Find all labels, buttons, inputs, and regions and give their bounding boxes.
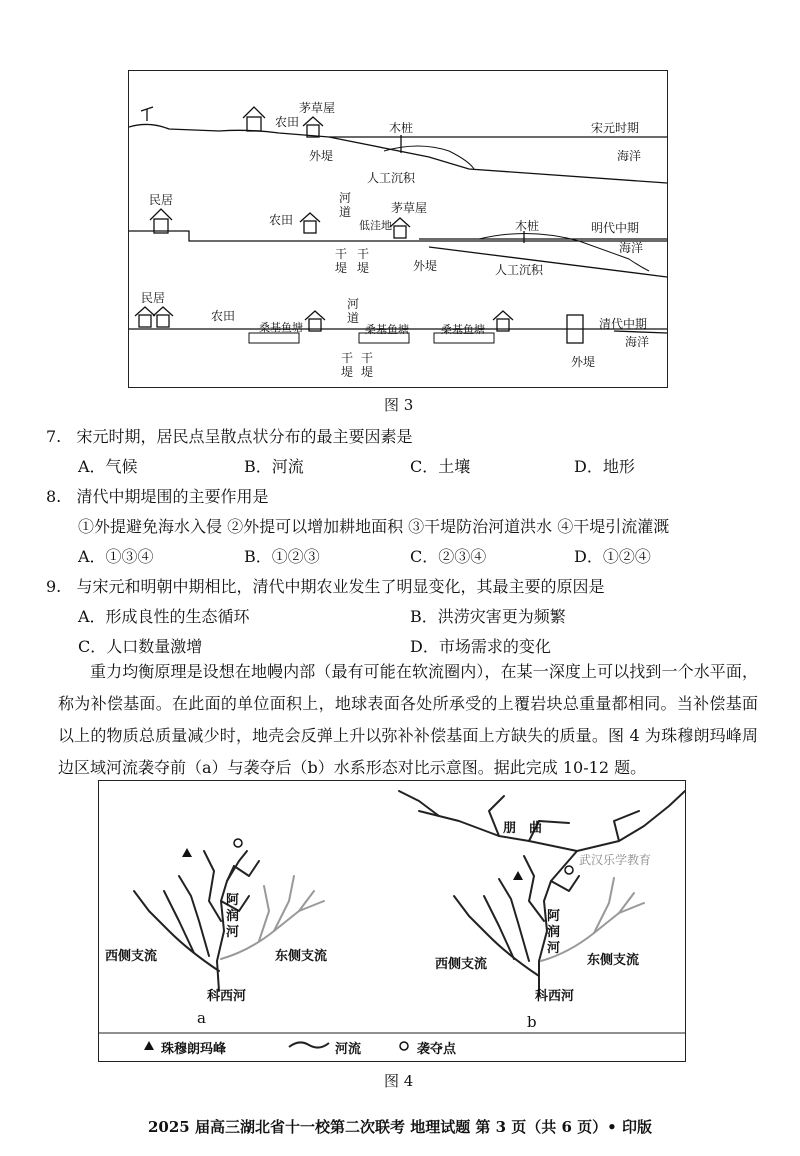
panel-a-east-label: 东侧支流 (275, 949, 328, 964)
q7-option-c[interactable]: C．土壤 (410, 457, 471, 476)
row2-hut-label: 茅草屋 (391, 201, 428, 215)
q7-text: 宋元时期，居民点呈散点状分布的最主要因素是 (76, 427, 413, 446)
q8-option-b[interactable]: B．①②③ (244, 547, 320, 566)
row2-period-label: 明代中期 (591, 221, 640, 235)
q8-text: 清代中期堤围的主要作用是 (76, 487, 269, 506)
row2-ganti-label-2: 干堤 (357, 247, 370, 275)
row2-field-label: 农田 (269, 213, 294, 227)
q9-option-a[interactable]: A．形成良性的生态循环 (78, 607, 250, 626)
q7-number: 7. (46, 427, 62, 446)
figure-3 (128, 70, 668, 388)
panel-a-west-label: 西侧支流 (105, 949, 158, 964)
row2-house-label: 民居 (149, 193, 174, 207)
q7-option-d[interactable]: D．地形 (574, 457, 635, 476)
q8-number: 8. (46, 487, 62, 506)
panel-a-capture-icon (234, 839, 242, 847)
panel-b-west-label: 西侧支流 (435, 957, 488, 972)
row3-house-label: 民居 (141, 291, 166, 305)
q9-option-c[interactable]: C．人口数量激增 (78, 637, 203, 656)
legend-peak-label: 珠穆朗玛峰 (161, 1042, 227, 1057)
panel-a-label: a (197, 1009, 206, 1027)
q9-number: 9. (46, 577, 62, 596)
panel-a-peak-icon (182, 848, 192, 857)
row1-sediment-label: 人工沉积 (367, 171, 416, 185)
panel-b-watermark: 武汉乐学教育 (579, 853, 652, 867)
legend-river-label: 河流 (335, 1042, 362, 1057)
row2-dike-label: 外堤 (413, 259, 438, 273)
row3-period-label: 清代中期 (599, 317, 648, 331)
row3-river-label: 河道 (347, 297, 360, 325)
row2-pile-label: 木桩 (515, 219, 540, 233)
row2-sediment-label: 人工沉积 (495, 263, 544, 277)
row3-pond1-label: 桑基鱼塘 (259, 321, 303, 334)
panel-a-arun-label: 阿 润 河 (226, 893, 240, 940)
figure-4-map (99, 781, 685, 1061)
panel-b-capture-icon (565, 866, 573, 874)
q7-option-b[interactable]: B．河流 (244, 457, 304, 476)
row3-sea-label: 海洋 (625, 335, 650, 349)
legend-peak-icon (144, 1041, 154, 1050)
q8-option-d[interactable]: D．①②④ (574, 547, 651, 566)
passage-10-12: 重力均衡原理是设想在地幔内部（最有可能在软流圈内），在某一深度上可以找到一个水平面，称为补偿基面。在此面的单位面积上，地球表面各处所承受的上覆岩块总重量都相同。当补偿基面以上的物质总质量减少时，地壳会反弹上升以弥补补偿基面上方缺失的质量。图 4 为珠穆朗玛峰周边区域河流袭夺前（a）与袭夺后（b）水系形态对比示意图。据此完成 10-12 题。 (58, 662, 758, 777)
row1-period-label: 宋元时期 (591, 121, 640, 135)
row3-pond2-label: 桑基鱼塘 (365, 323, 409, 336)
panel-b-kosi-label: 科西河 (535, 989, 575, 1004)
row1-hut-label: 茅草屋 (299, 101, 336, 115)
q7-stem (46, 424, 413, 447)
panel-b-pengqu-label: 朋 曲 (503, 821, 543, 836)
row1-dike-label: 外堤 (309, 149, 334, 163)
row1-field-label: 农田 (275, 115, 300, 129)
panel-b-label: b (527, 1013, 537, 1031)
row2-lowland-label: 低洼地 (359, 219, 392, 232)
row3-dike-label: 外堤 (571, 355, 596, 369)
figure-4 (98, 780, 686, 1062)
legend-capture-label: 袭夺点 (417, 1042, 457, 1057)
q9-option-b[interactable]: B．洪涝灾害更为频繁 (410, 607, 566, 626)
q9-stem (46, 574, 605, 597)
row1-pile-label: 木桩 (389, 121, 414, 135)
q9-option-d[interactable]: D．市场需求的变化 (410, 637, 551, 656)
panel-b-arun-label: 阿 润 河 (547, 909, 561, 956)
q8-option-a[interactable]: A．①③④ (78, 547, 154, 566)
row3-ganti-label-2: 干堤 (361, 351, 374, 379)
row2-sea-label: 海洋 (619, 241, 644, 255)
row3-field-label: 农田 (211, 309, 236, 323)
panel-a-kosi-label: 科西河 (207, 989, 247, 1004)
row3-ganti-label-1: 干堤 (341, 351, 354, 379)
figure-3-caption: 图 3 (384, 396, 414, 414)
row2-ganti-label-1: 干堤 (335, 247, 348, 275)
q7-option-a[interactable]: A．气候 (78, 457, 138, 476)
legend-capture-icon (400, 1042, 408, 1050)
q8-stem (46, 484, 269, 507)
panel-b-peak-icon (513, 871, 523, 880)
q9-text: 与宋元和明朝中期相比，清代中期农业发生了明显变化，其最主要的原因是 (76, 577, 605, 596)
q8-statements: ①外提避免海水入侵 ②外提可以增加耕地面积 ③干堤防治河道洪水 ④干堤引流灌溉 (78, 517, 670, 536)
row2-river-label: 河道 (339, 191, 352, 219)
q8-option-c[interactable]: C．②③④ (410, 547, 487, 566)
legend-river-icon (289, 1042, 329, 1047)
row3-pond3-label: 桑基鱼塘 (441, 323, 485, 336)
page-footer: 2025 届高三湖北省十一校第二次联考 地理试题 第 3 页（共 6 页）• 印版 (148, 1118, 652, 1136)
figure-4-caption: 图 4 (384, 1072, 414, 1090)
row1-sea-label: 海洋 (617, 149, 642, 163)
panel-b-east-label: 东侧支流 (587, 953, 640, 968)
